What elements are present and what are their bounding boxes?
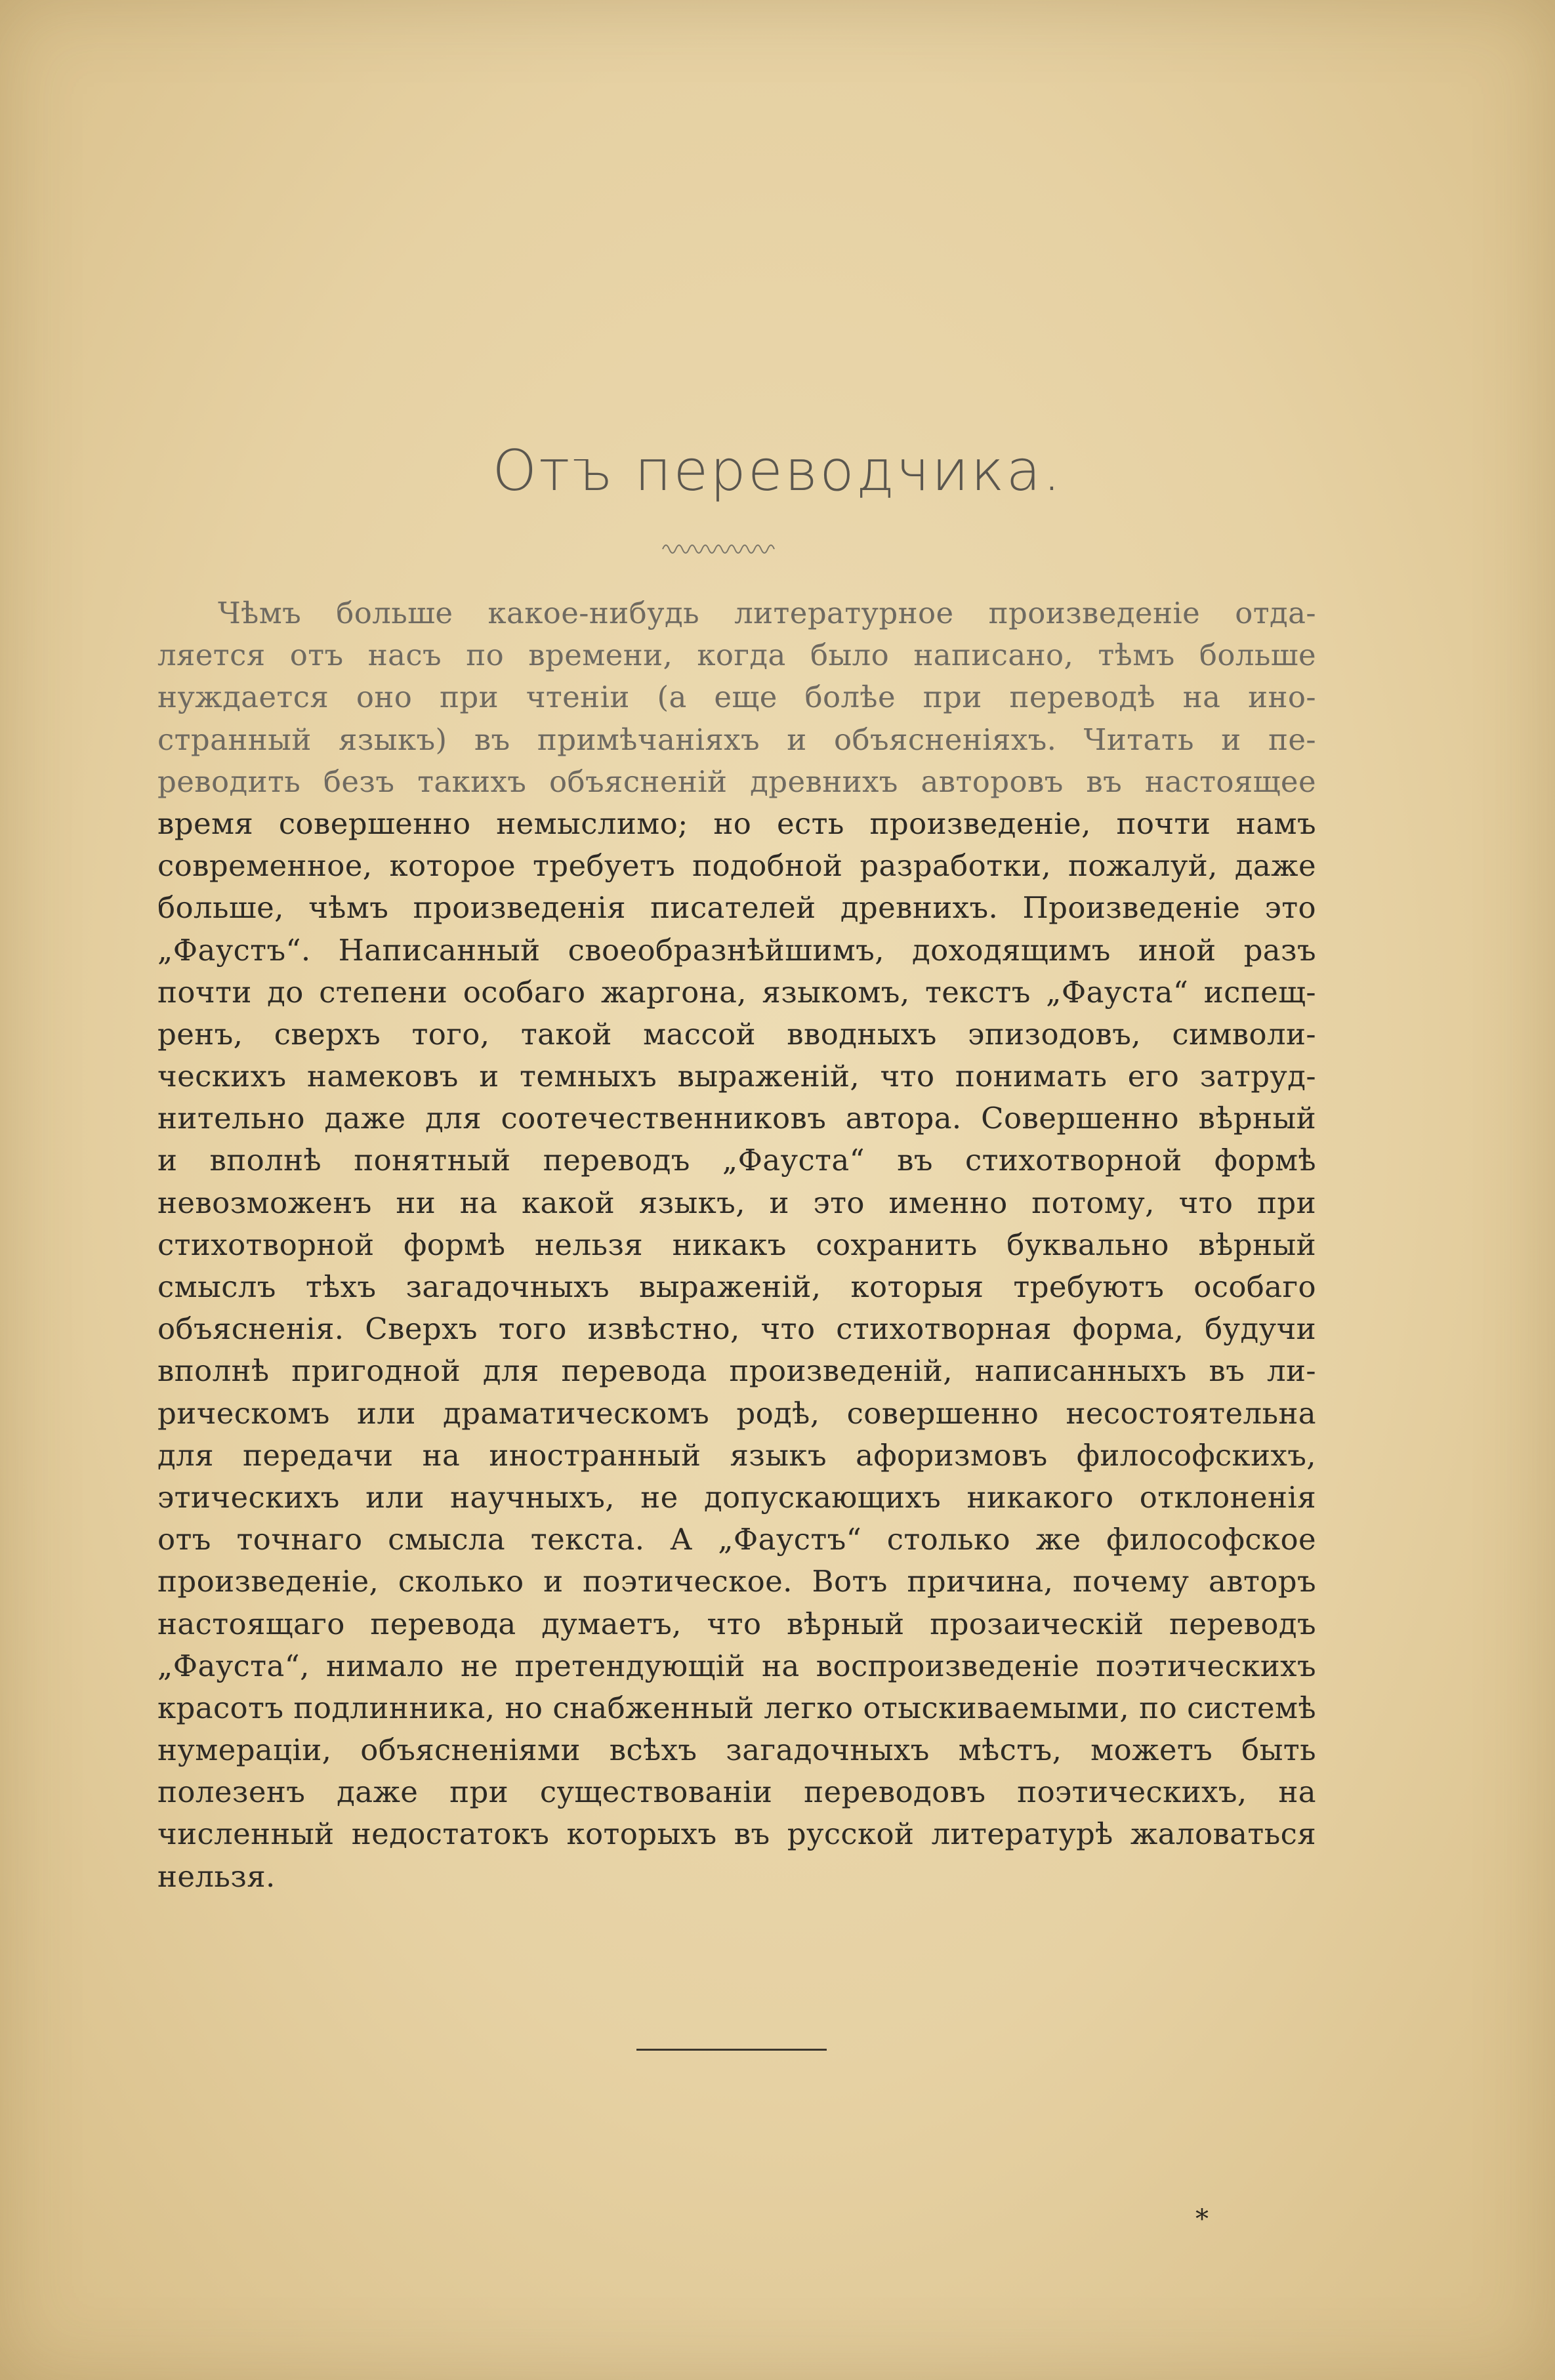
- text-line: невозможенъ ни на какой языкъ, и это именно потому, что при: [157, 1185, 1316, 1220]
- text-line: стихотворной формѣ нельзя никакъ сохранить буквально вѣрный: [157, 1227, 1316, 1262]
- text-line: смыслъ тѣхъ загадочныхъ выраженій, которыя требуютъ особаго: [157, 1269, 1316, 1304]
- text-line: почти до степени особаго жаргона, языкомъ, текстъ „Фауста“ испещ-: [157, 974, 1316, 1010]
- text-line: больше, чѣмъ произведенія писателей древнихъ. Произведеніе это: [157, 890, 1316, 926]
- text-line: этическихъ или научныхъ, не допускающихъ никакого отклоненія: [157, 1479, 1316, 1515]
- text-line: „Фаустъ“. Написанный своеобразнѣйшимъ, доходящимъ иной разъ: [157, 932, 1316, 968]
- page-title: Отъ переводчика.: [492, 438, 1063, 504]
- text-line: полезенъ даже при существованіи переводовъ поэтическихъ, на: [157, 1775, 1316, 1810]
- text-line: настоящаго перевода думаетъ, что вѣрный прозаическій переводъ: [157, 1606, 1316, 1641]
- text-line: произведеніе, сколько и поэтическое. Вотъ причина, почему авторъ: [157, 1564, 1316, 1599]
- text-line: ческихъ намековъ и темныхъ выраженій, что понимать его затруд-: [157, 1059, 1316, 1094]
- preface-text: [157, 592, 1316, 1898]
- text-line: нельзя.: [157, 1858, 276, 1894]
- text-line: нительно даже для соотечественниковъ автора. Совершенно вѣрный: [157, 1101, 1316, 1136]
- closing-rule: [636, 2049, 827, 2051]
- wavy-line-ornament-icon: [661, 539, 779, 559]
- text-line: Чѣмъ больше какое-нибудь литературное произведеніе отда-: [218, 596, 1316, 630]
- text-line: нумераціи, объясненіями всѣхъ загадочныхъ мѣстъ, можетъ быть: [157, 1733, 1316, 1768]
- asterisk-mark: *: [1195, 2204, 1209, 2234]
- text-line: странный языкъ) въ примѣчаніяхъ и объясненіяхъ. Читать и пе-: [157, 722, 1316, 757]
- text-line: численный недостатокъ которыхъ въ русской литературѣ жаловаться: [157, 1816, 1316, 1852]
- text-line: красотъ подлинника, но снабженный легко отыскиваемыми, по системѣ: [157, 1690, 1316, 1725]
- text-line: вполнѣ пригодной для перевода произведеній, написанныхъ въ ли-: [157, 1353, 1316, 1389]
- text-line: современное, которое требуетъ подобной разработки, пожалуй, даже: [157, 848, 1316, 884]
- text-line: ренъ, сверхъ того, такой массой вводныхъ эпизодовъ, символи-: [157, 1016, 1316, 1052]
- text-line: и вполнѣ понятный переводъ „Фауста“ въ стихотворной формѣ: [157, 1143, 1316, 1178]
- text-line: отъ точнаго смысла текста. А „Фаустъ“ столько же философское: [157, 1522, 1316, 1557]
- text-line: время совершенно немыслимо; но есть произведеніе, почти намъ: [157, 806, 1316, 841]
- text-line: ляется отъ насъ по времени, когда было написано, тѣмъ больше: [157, 638, 1316, 673]
- text-line: реводить безъ такихъ объясненій древнихъ авторовъ въ настоящее: [157, 764, 1316, 799]
- text-line: „Фауста“, нимало не претендующій на воспроизведеніе поэтическихъ: [157, 1648, 1316, 1683]
- text-line: объясненія. Сверхъ того извѣстно, что стихотворная форма, будучи: [157, 1311, 1316, 1347]
- text-line: рическомъ или драматическомъ родѣ, совершенно несостоятельна: [157, 1395, 1316, 1431]
- text-line: для передачи на иностранный языкъ афоризмовъ философскихъ,: [157, 1437, 1316, 1473]
- text-line: нуждается оно при чтеніи (а еще болѣе при переводѣ на ино-: [157, 680, 1316, 715]
